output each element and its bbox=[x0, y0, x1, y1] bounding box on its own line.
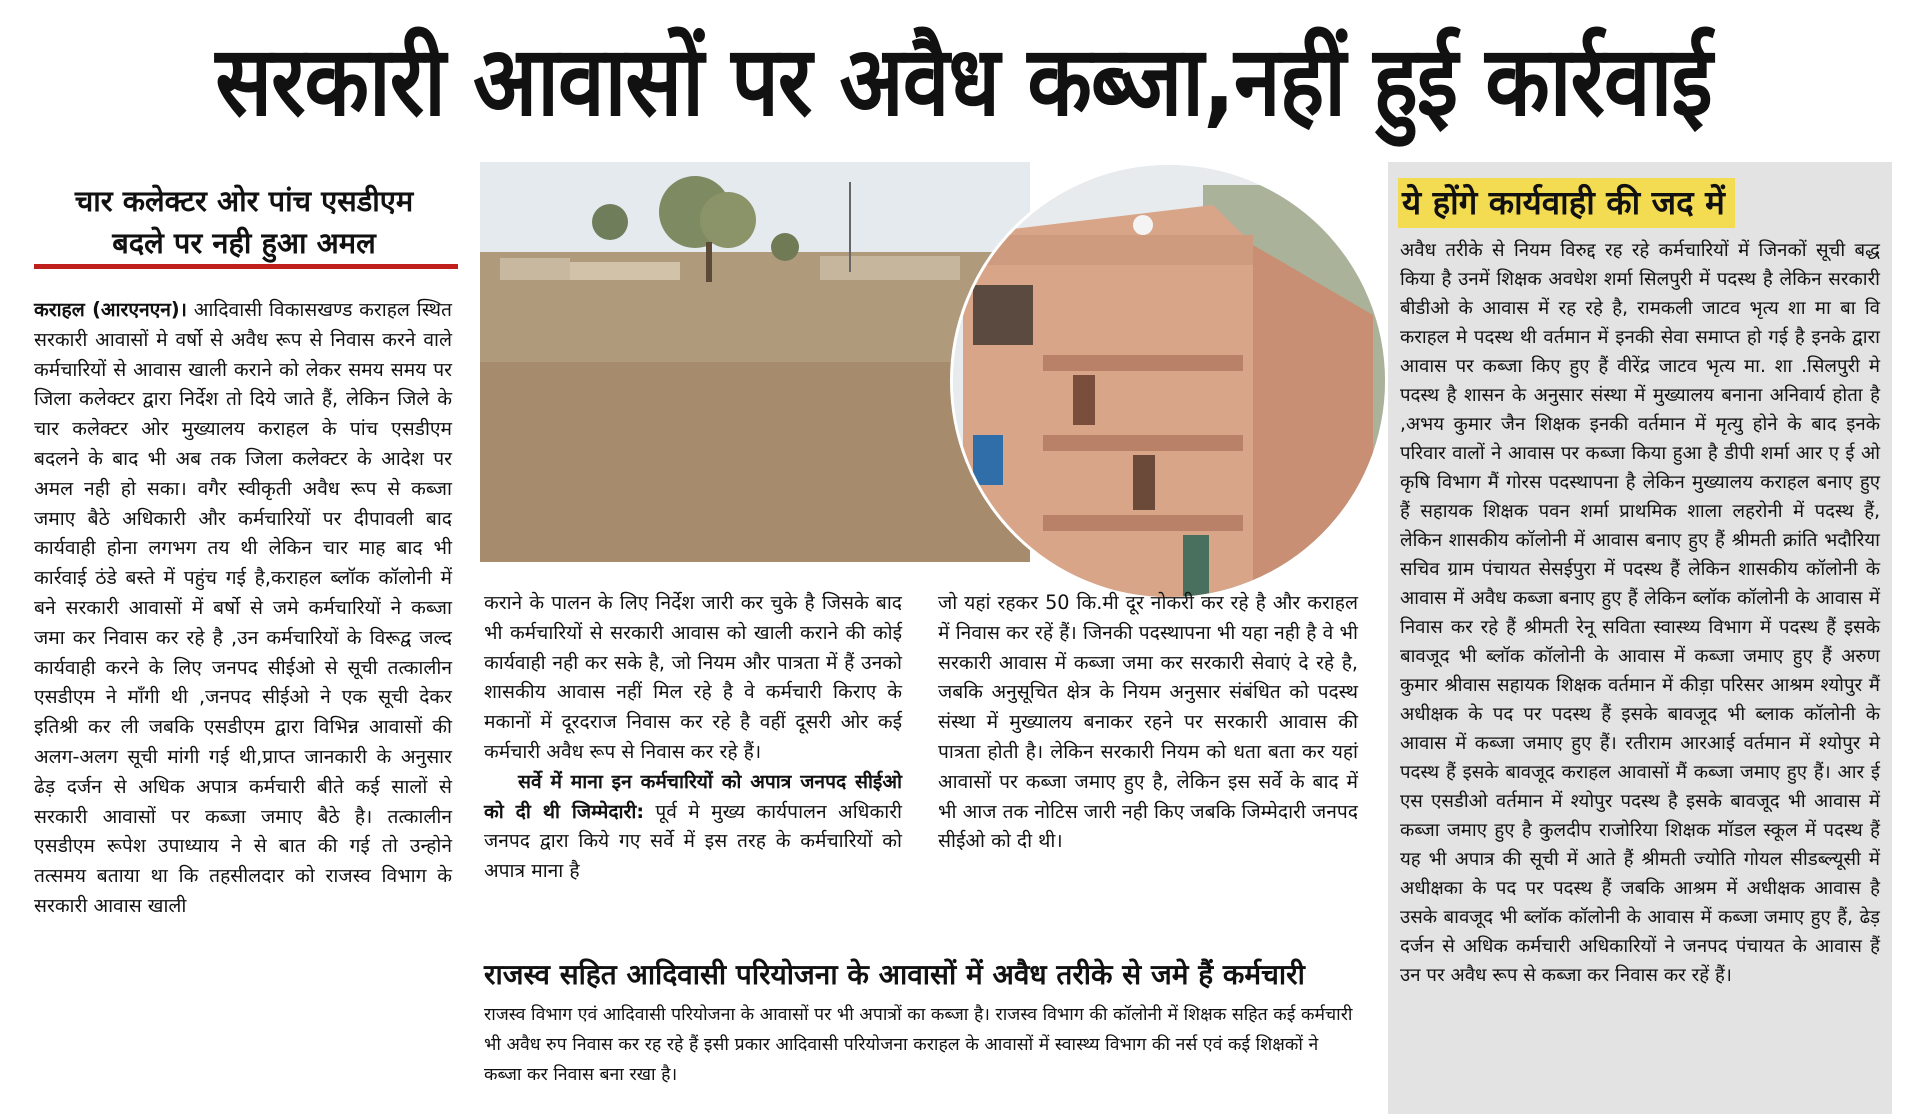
column-3-text bbox=[938, 588, 1358, 856]
subheadline-line-2: बदले पर नही हुआ अमल bbox=[112, 226, 376, 260]
red-divider bbox=[34, 264, 458, 269]
headline: सरकारी आवासों पर अवैध कब्जा,नहीं हुई कार्रवाई bbox=[215, 24, 1712, 138]
column-2-text bbox=[484, 588, 902, 886]
column-2-body: कराने के पालन के लिए निर्देश जारी कर चुके है जिसके बाद भी कर्मचारियों से सरकारी आवास को खाली कराने की कोई कार्यवाही नही कर सके है, जो नियम और पात्रता में हैं उनको शासकीय आवास नहीं मिल रहे है वे कर्मचारी किराए के मकानों में दूरदराज निवास कर रहे है वहीं दूसरी ओर कई कर्मचारी अवैध रूप से निवास कर रहे हैं। bbox=[484, 591, 902, 763]
subheadline-line-1: चार कलेक्टर ओर पांच एसडीएम bbox=[74, 184, 414, 218]
column-2-body-2: पूर्व मे मुख्य कार्यपालन अधिकारी जनपद द्वारा किये गए सर्वे में इस तरह के कर्मचारियों को अपात्र माना है bbox=[484, 799, 903, 883]
photo-housing-building-illustration bbox=[953, 165, 1385, 597]
column-1-body: आदिवासी विकासखण्ड कराहल स्थित सरकारी आवासों मे वर्षो से अवैध रूप से निवास करने वाले कर्मचारियों से आवास खाली कराने को लेकर समय समय पर जिला कलेक्टर द्वारा निर्देश तो दिये जाते हैं, लेकिन जिले के चार कलेक्टर ओर मुख्यालय कराहल के पांच एसडीएम बदलने के बाद भी अब तक जिला कलेक्टर के आदेश पर अमल नही हो सका। वगैर स्वीकृती अवैध रूप से कब्जा जमाए बैठे अधिकारी और कर्मचारियों पर दीपावली बाद कार्यवाही होना लगभग तय थी लेकिन चार माह बाद भी कार्रवाई ठंडे बस्ते में पहुंच गई है,कराहल ब्लॉक कॉलोनी में बने सरकारी आवासों में बर्षो से जमे कर्मचारियों ने कब्जा जमा कर निवास कर रहे है ,उन कर्मचारियों के विरूद्व जल्द कार्यवाही करने के लिए जनपद सीईओ से सूची तत्कालीन एसडीएम ने माँगी थी ,जनपद सीईओ ने एक सूची देकर इतिश्री कर ली जबकि एसडीएम द्वारा विभिन्न आवासों की अलग-अलग सूची मांगी गई थी,प्राप्त जानकारी के अनुसार ढेड़ दर्जन से अधिक अपात्र कर्मचारी बीते कई सालों से सरकारी आवासों पर कब्जा जमाए बैठे है। तत्कालीन एसडीएम रूपेश उपाध्याय ने से बात की गई तो उन्होने तत्समय बताया था कि तहसीलदार को राजस्व विभाग के सरकारी आवास खाली bbox=[34, 298, 452, 917]
photo-open-ground bbox=[480, 162, 1030, 562]
subheadline bbox=[34, 180, 454, 264]
bottom-headline: राजस्व सहित आदिवासी परियोजना के आवासों में अवैध तरीके से जमे हैं कर्मचारी bbox=[484, 958, 1305, 991]
bottom-body: राजस्व विभाग एवं आदिवासी परियोजना के आवासों पर भी अपात्रों का कब्जा है। राजस्व विभाग की कॉलोनी में शिक्षक सहित कई कर्मचारी भी अवैध रुप निवास कर रह रहे हैं इसी प्रकार आदिवासी परियोजना कराहल के आवासों में स्वास्थ्य विभाग की नर्स एवं कई शिक्षकों ने कब्जा कर निवास बना रखा है। bbox=[484, 1005, 1353, 1085]
photo-open-ground-illustration bbox=[480, 162, 1030, 562]
column-2-subhead: सर्वे में माना इन कर्मचारियों को अपात्र जनपद सीईओ को दी थी जिम्मेदारी: bbox=[484, 769, 902, 823]
column-3-body: जो यहां रहकर 50 कि.मी दूर नोकरी कर रहे है और कराहल में निवास कर रहें हैं। जिनकी पदस्थापना भी यहा नही है वे भी सरकारी आवास में कब्जा जमा कर सरकारी सेवाएं दे रहे है, जबकि अनुसूचित क्षेत्र के नियम अनुसार संबंधित को पदस्थ संस्था में मुख्यालय बनाकर रहने पर सरकारी आवास की पात्रता होती है। लेकिन सरकारी नियम को धता बता कर यहां आवासों पर कब्जा जमाए हुए है, लेकिन इस सर्वे के बाद में भी आज तक नोटिस जारी नही किए जबकि जिम्मेदारी जनपद सीईओ को दी थी। bbox=[938, 591, 1358, 853]
column-1-text bbox=[34, 295, 452, 921]
dateline: कराहल (आरएनएन)। bbox=[34, 298, 187, 321]
photo-housing-building bbox=[950, 162, 1388, 600]
sidebar-title: ये होंगे कार्यवाही की जद में bbox=[1398, 178, 1735, 228]
sidebar-body: अवैध तरीके से नियम विरुद्द रह रहे कर्मचारियों में जिनकों सूची बद्ध किया है उनमें शिक्षक अवधेश शर्मा सिलपुरी में पदस्थ है लेकिन सरकारी बीडीओ के आवास में रह रहे है, रामकली जाटव भृत्य शा मा बा वि कराहल मे पदस्थ थी वर्तमान में इनकी सेवा समाप्त हो गई है इनके द्वारा आवास पर कब्जा किए हुए हैं वीरेंद्र जाटव भृत्य मा. शा .सिलपुरी मे पदस्थ है शासन के अनुसार संस्था में मुख्यालय बनाना अनिवार्य होता है ,अभय कुमार जैन शिक्षक इनकी वर्तमान में मृत्यु होने के बाद इनके परिवार वालों ने आवास पर कब्जा किया हुआ है डीपी शर्मा आर ए ई ओ कृषि विभाग मैं गोरस पदस्थापना है लेकिन मुख्यालय कराहल बनाए हुए हैं सहायक शिक्षक पवन शर्मा प्राथमिक शाला लहरोनी में पदस्थ हैं, लेकिन शासकीय कॉलोनी में आवास बनाए हुए हैं श्रीमती क्रांति भदौरिया सचिव ग्राम पंचायत सेसईपुरा में पदस्थ हैं लेकिन शासकीय कॉलोनी के आवास में अवैध कब्जा बनाए हुए हैं लेकिन ब्लॉक कॉलोनी के आवास में निवास कर रहे हैं श्रीमती रेनू सविता स्वास्थ्य विभाग में पदस्थ हैं इसके बावजूद भी ब्लॉक कॉलोनी के आवास में कब्जा जमाए हुए हैं अरुण कुमार श्रीवास सहायक शिक्षक वर्तमान में कीड़ा परिसर आश्रम श्योपुर मैं अधीक्षक के पद पर पदस्थ हैं इसके बावजूद भी ब्लाक कॉलोनी के आवास में कब्जा जमाए हुए हैं। रतीराम आरआई वर्तमान में श्योपुर मे पदस्थ हैं इसके बावजूद कराहल आवासों मैं कब्जा जमाए हुए हैं। आर ई एस एसडीओ वर्तमान में श्योपुर पदस्थ है इसके बावजूद भी आवास में कब्जा जमाए हुए है कुलदीप राजोरिया शिक्षक मॉडल स्कूल में पदस्थ हैं यह भी अपात्र की सूची में आते हैं श्रीमती ज्योति गोयल सीडब्ल्यूसी में अधीक्षका के पद पर पदस्थ हैं जबकि आश्रम में अधीक्षक आवास है उसके बावजूद भी ब्लॉक कॉलोनी के आवास में कब्जा जमाए हुए हैं, ढेड़ दर्जन से अधिक कर्मचारी अधिकारियों ने जनपद पंचायत के आवास हैं उन पर अवैध रूप से कब्जा कर निवास कर रहें हैं। bbox=[1400, 240, 1880, 986]
